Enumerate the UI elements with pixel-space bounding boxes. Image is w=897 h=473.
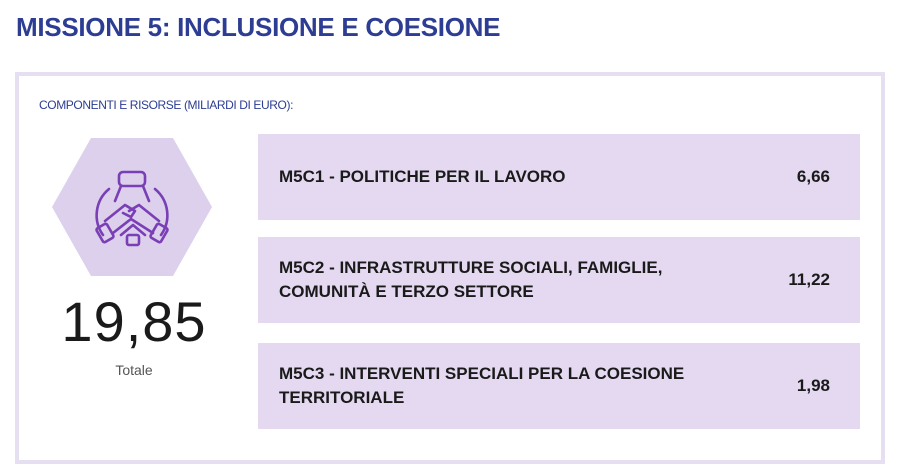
component-name: M5C2 - INFRASTRUTTURE SOCIALI, FAMIGLIE, COMUNITÀ E TERZO SETTORE: [279, 258, 663, 301]
hexagon-badge: [51, 137, 213, 277]
component-name: M5C1 - POLITICHE PER IL LAVORO: [279, 167, 566, 186]
component-value: 6,66: [796, 167, 830, 186]
panel-subtitle: COMPONENTI E RISORSE (MILIARDI DI EURO):: [39, 98, 294, 112]
component-m5c1: [258, 134, 860, 220]
mission-panel: [15, 72, 885, 464]
component-value: 1,98: [796, 376, 830, 395]
page-title: MISSIONE 5: INCLUSIONE E COESIONE: [16, 12, 501, 42]
component-name: M5C3 - INTERVENTI SPECIALI PER LA COESIONE TERRITORIALE: [279, 364, 685, 407]
component-value: 11,22: [788, 270, 830, 289]
total-label: Totale: [115, 362, 153, 378]
total-value: 19,85: [61, 290, 207, 353]
component-m5c2: [258, 237, 860, 323]
component-m5c3: [258, 343, 860, 429]
